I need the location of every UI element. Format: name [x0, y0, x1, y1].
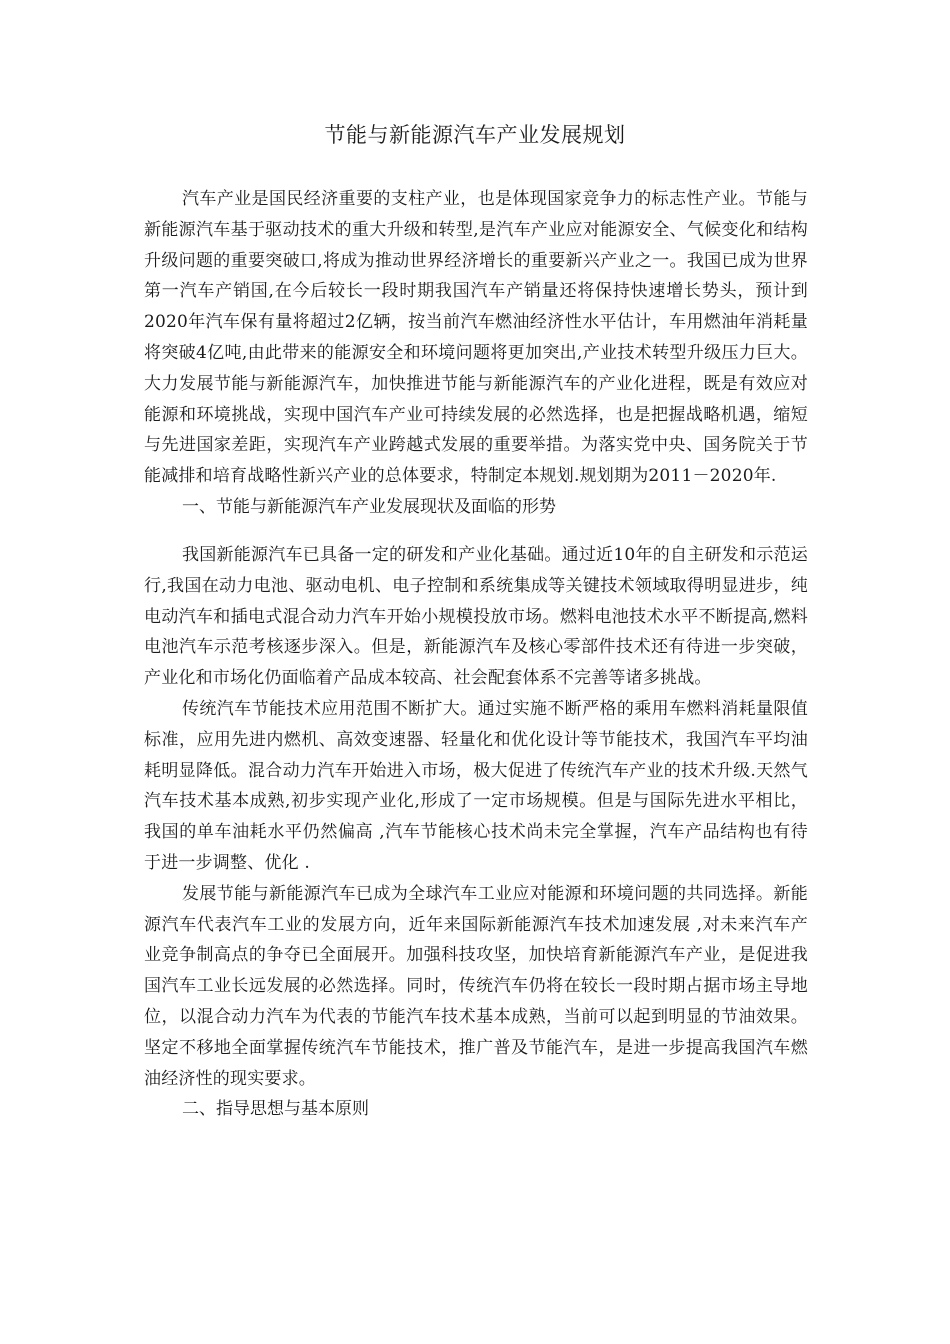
paragraph-conventional-energy-saving: 传统汽车节能技术应用范围不断扩大。通过实施不断严格的乘用车燃料消耗量限值标准，应用先进内燃机、高效变速器、轻量化和优化设计等节能技术，我国汽车平均油耗明显降低。混合动力汽车开始进入市场，极大促进了传统汽车产业的技术升级.天然气汽车技术基本成熟,初步实现产业化,形成了一定市场规模。但是与国际先进水平相比，我国的单车油耗水平仍然偏高 ,汽车节能核心技术尚未完全掌握，汽车产品结构也有待于进一步调整、优化 .	[144, 698, 808, 873]
document-title: 节能与新能源汽车产业发展规划	[324, 123, 626, 147]
section-heading-1: 一、节能与新能源汽车产业发展现状及面临的形势	[182, 496, 556, 517]
document-body	[144, 184, 808, 1124]
paragraph-new-energy-status: 我国新能源汽车已具备一定的研发和产业化基础。通过近10年的自主研发和示范运行,我国在动力电池、驱动电机、电子控制和系统集成等关键技术领域取得明显进步，纯电动汽车和插电式混合动力汽车开始小规模投放市场。燃料电池技术水平不断提高,燃料电池汽车示范考核逐步深入。但是，新能源汽车及核心零部件技术还有待进一步突破，产业化和市场化仍面临着产品成本较高、社会配套体系不完善等诸多挑战。	[144, 544, 808, 689]
paragraph-global-trend: 发展节能与新能源汽车已成为全球汽车工业应对能源和环境问题的共同选择。新能源汽车代表汽车工业的发展方向，近年来国际新能源汽车技术加速发展 ,对未来汽车产业竞争制高点的争夺已全面展开。加强科技攻坚，加快培育新能源汽车产业，是促进我国汽车工业长远发展的必然选择。同时，传统汽车仍将在较长一段时期占据市场主导地位，以混合动力汽车为代表的节能汽车技术基本成熟，当前可以起到明显的节油效果。坚定不移地全面掌握传统汽车节能技术，推广普及节能汽车，是进一步提高我国汽车燃油经济性的现实要求。	[144, 883, 808, 1089]
section-heading-2: 二、指导思想与基本原则	[182, 1099, 369, 1120]
paragraph-intro: 汽车产业是国民经济重要的支柱产业，也是体现国家竞争力的标志性产业。节能与新能源汽车基于驱动技术的重大升级和转型,是汽车产业应对能源安全、气候变化和结构升级问题的重要突破口,将成为推动世界经济增长的重要新兴产业之一。我国已成为世界第一汽车产销国,在今后较长一段时期我国汽车产销量还将保持快速增长势头，预计到2020年汽车保有量将超过2亿辆，按当前汽车燃油经济性水平估计，车用燃油年消耗量将突破4亿吨,由此带来的能源安全和环境问题将更加突出,产业技术转型升级压力巨大。大力发展节能与新能源汽车，加快推进节能与新能源汽车的产业化进程，既是有效应对能源和环境挑战，实现中国汽车产业可持续发展的必然选择，也是把握战略机遇，缩短与先进国家差距，实现汽车产业跨越式发展的重要举措。为落实党中央、国务院关于节能减排和培育战略性新兴产业的总体要求，特制定本规划.规划期为2011－2020年.	[144, 189, 808, 487]
